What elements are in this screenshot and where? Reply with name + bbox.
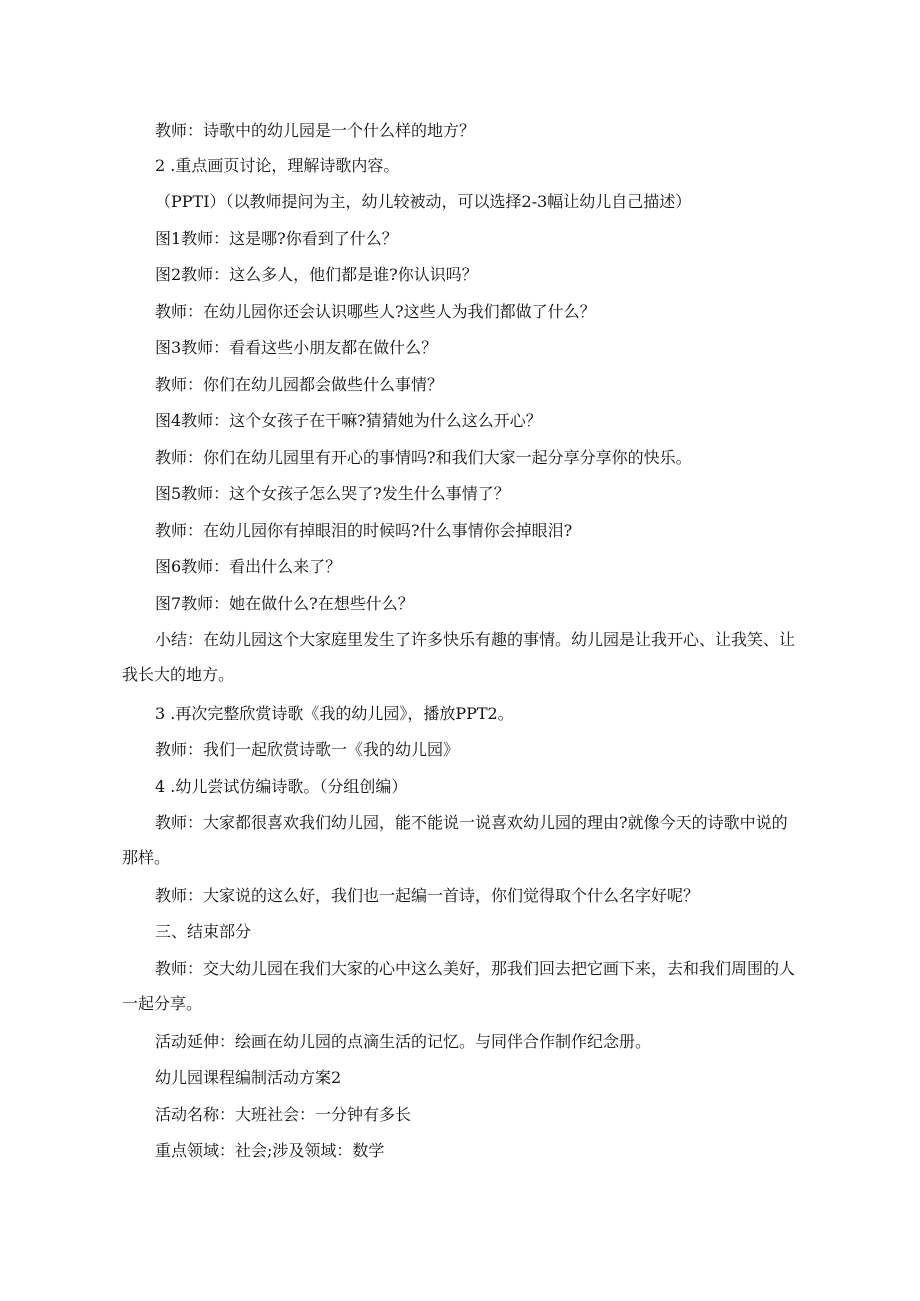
teacher-question-reasons: 教师：大家都很喜欢我们幼儿园，能不能说一说喜欢幼儿园的理由?就像今天的诗歌中说的那样。 [122, 813, 788, 867]
ppt1-note: （PPTI）（以教师提问为主，幼儿较被动，可以选择2-3幅让幼儿自己描述） [155, 192, 692, 211]
teacher-question-poem-name: 教师：大家说的这么好，我们也一起编一首诗，你们觉得取个什么名字好呢？ [155, 886, 700, 905]
teacher-question-activities: 教师：你们在幼儿园都会做些什么事情？ [155, 375, 444, 394]
figure-1-question: 图1教师：这是哪?你看到了什么？ [155, 229, 398, 248]
figure-2-question: 图2教师：这么多人，他们都是谁?你认识吗？ [155, 265, 478, 284]
teacher-question-tears: 教师：在幼儿园你有掉眼泪的时候吗?什么事情你会掉眼泪? [155, 521, 573, 540]
closing-paragraph: 教师：交大幼儿园在我们大家的心中这么美好，那我们回去把它画下来，去和我们周围的人一起分享。 [122, 959, 796, 1013]
section-3-heading: 三、结束部分 [155, 922, 252, 941]
step-3-heading: 3 .再次完整欣赏诗歌《我的幼儿园》，播放PPT2。 [155, 704, 514, 723]
activity-extension: 活动延伸：绘画在幼儿园的点滴生活的记忆。与同伴合作制作纪念册。 [155, 1032, 652, 1051]
key-domains: 重点领域：社会;涉及领域：数学 [155, 1141, 385, 1160]
summary-paragraph: 小结：在幼儿园这个大家庭里发生了许多快乐有趣的事情。幼儿园是让我开心、让我笑、让我长大的地方。 [122, 630, 796, 684]
teacher-poem-appreciation: 教师：我们一起欣赏诗歌一《我的幼儿园》 [155, 740, 460, 759]
figure-3-question: 图3教师：看看这些小朋友都在做什么？ [155, 338, 438, 357]
figure-6-question: 图6教师：看出什么来了？ [155, 557, 342, 576]
question-kindergarten-place: 教师：诗歌中的幼儿园是一个什么样的地方？ [155, 121, 476, 140]
activity-name: 活动名称：大班社会：一分钟有多长 [155, 1105, 412, 1124]
teacher-question-people: 教师：在幼儿园你还会认识哪些人?这些人为我们都做了什么？ [155, 302, 596, 321]
step-4-heading: 4 .幼儿尝试仿编诗歌。（分组创编） [155, 777, 408, 796]
plan-2-title: 幼儿园课程编制活动方案2 [155, 1068, 342, 1087]
figure-7-question: 图7教师：她在做什么?在想些什么？ [155, 594, 414, 613]
figure-4-question: 图4教师：这个女孩子在干嘛?猜猜她为什么这么开心？ [155, 411, 542, 430]
teacher-question-happy: 教师：你们在幼儿园里有开心的事情吗?和我们大家一起分享分享你的快乐。 [155, 448, 692, 467]
step-2-heading: 2 .重点画页讨论，理解诗歌内容。 [155, 156, 400, 175]
figure-5-question: 图5教师：这个女孩子怎么哭了?发生什么事情了？ [155, 484, 510, 503]
